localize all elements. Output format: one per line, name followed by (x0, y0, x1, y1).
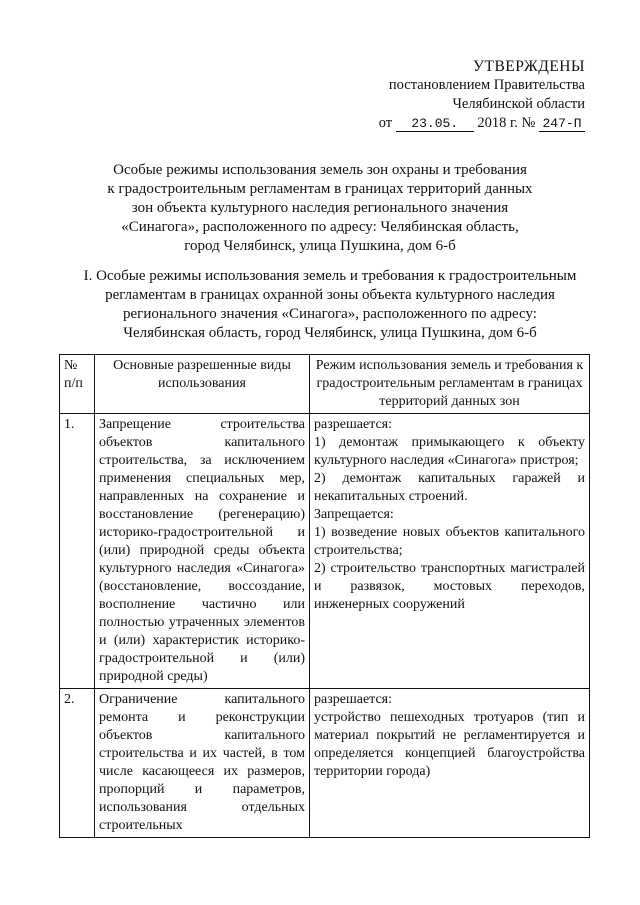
regulations-table (59, 354, 590, 838)
document-title: Особые режимы использования земель зон охраны и требования к градостроительным регламентам в границах территорий данных зон объекта культурного наследия регионального значения «Синагога», расположенного по адресу: Челябинская область, город Челябинск, улица Пушкина, дом 6-б (107, 162, 533, 254)
approval-block (340, 57, 585, 133)
header-uses: Основные разрешенные виды использования (95, 355, 310, 414)
approval-line-2: Челябинской области (452, 96, 585, 112)
row-uses: Ограничение капитального ремонта и реконструкции объектов капитального строительства и их частей, в том числе касающееся их размеров, пропорций и параметров, использования отдельных строительных (95, 689, 310, 838)
regime-line: разрешается: (314, 692, 392, 707)
table-header-row (60, 355, 590, 414)
decree-number: 247-П (539, 116, 585, 132)
regime-line: 1) возведение новых объектов капитального строительства; (314, 525, 585, 558)
regime-line: 2) демонтаж капитальных гаражей и некапитальных строений. (314, 471, 585, 504)
table-row (60, 414, 590, 689)
regime-line: разрешается: (314, 417, 392, 432)
row-number: 2. (60, 689, 95, 838)
approval-line-1: постановлением Правительства (388, 77, 585, 93)
approval-heading: УТВЕРЖДЕНЫ (473, 58, 585, 75)
header-regime: Режим использования земель и требования к градостроительным регламентам в границах территорий данных зон (310, 355, 590, 414)
table-row (60, 689, 590, 838)
header-number: № п/п (60, 355, 95, 414)
regime-line: 2) строительство транспортных магистралей и развязок, мостовых переходов, инженерных сооружений (314, 561, 585, 612)
regime-line: устройство пешеходных тротуаров (тип и материал покрытий не регламентируется и определяется концепцией благоустройства территории города) (314, 710, 585, 779)
regime-line: 1) демонтаж примыкающего к объекту культурного наследия «Синагога» пристроя; (314, 435, 585, 468)
section-heading: I. Особые режимы использования земель и требования к градостроительным регламентам в границах охранной зоны объекта культурного наследия регионального значения «Синагога», расположенного по адресу: Челябинская область, город Челябинск, улица Пушкина, дом 6-б (83, 268, 577, 341)
regime-line: Запрещается: (314, 507, 394, 522)
approval-date-row (340, 114, 585, 133)
row-number: 1. (60, 414, 95, 689)
row-uses: Запрещение строительства объектов капитального строительства, за исключением применения специальных мер, направленных на сохранение и восстановление (регенерацию) историко-градостроительной и (или) природной среды объекта культурного наследия «Синагога» (восстановление, воссоздание, восполнение частично или полностью утраченных элементов и (или) характеристик историко-градостроительной и (или) природной среды) (95, 414, 310, 689)
row-regime (310, 414, 590, 689)
year-text: 2018 г. № (477, 115, 536, 131)
date-value: 23.05. (396, 116, 474, 132)
row-regime (310, 689, 590, 838)
date-prefix: от (378, 115, 393, 131)
